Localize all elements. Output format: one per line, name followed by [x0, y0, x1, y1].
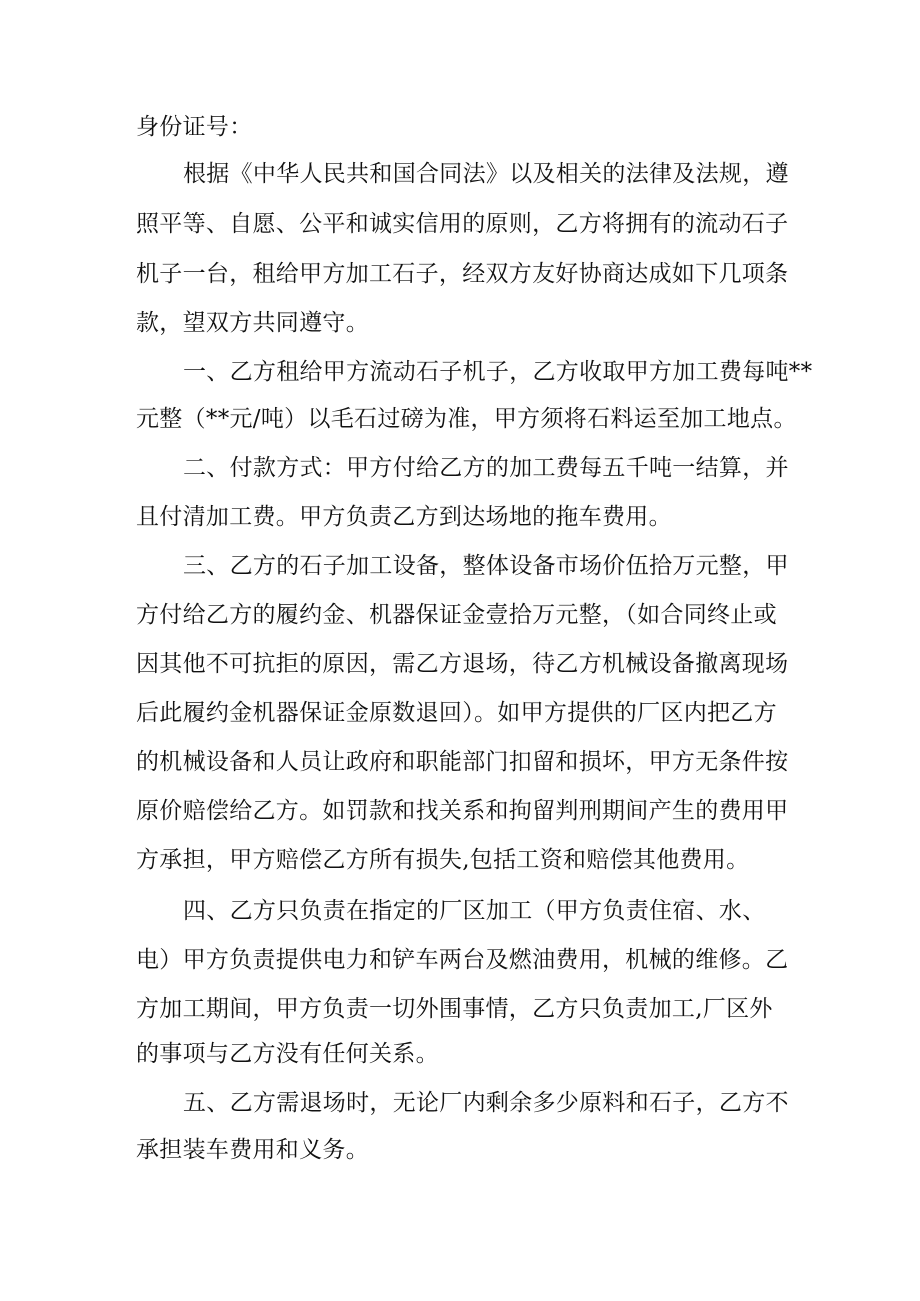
clause-4-line: 方加工期间，甲方负责一切外围事情，乙方只负责加工,厂区外: [136, 996, 773, 1022]
clause-3-line: 后此履约金机器保证金原数退回）。如甲方提供的厂区内把乙方: [136, 700, 777, 726]
clause-3-line: 因其他不可抗拒的原因，需乙方退场，待乙方机械设备撤离现场: [136, 651, 789, 677]
paragraph-line: 根据《中华人民共和国合同法》以及相关的法律及法规，遵: [183, 161, 789, 187]
id-number-label: 身份证号：: [136, 114, 253, 140]
clause-4-line: 的事项与乙方没有任何关系。: [136, 1041, 439, 1067]
clause-3-line: 方承担，甲方赔偿乙方所有损失,包括工资和赔偿其他费用。: [136, 847, 750, 873]
clause-2-line: 二、付款方式：甲方付给乙方的加工费每五千吨一结算，并: [183, 455, 789, 481]
clause-4-line: 四、乙方只负责在指定的厂区加工（甲方负责住宿、水、: [183, 898, 766, 924]
clause-5-line: 承担装车费用和义务。: [136, 1137, 369, 1163]
clause-2-line: 且付清加工费。甲方负责乙方到达场地的拖车费用。: [136, 504, 672, 530]
clause-3-line: 三、乙方的石子加工设备，整体设备市场价伍拾万元整，甲: [183, 553, 789, 579]
clause-3-line: 方付给乙方的履约金、机器保证金壹拾万元整，（如合同终止或: [136, 602, 777, 628]
clause-3-line: 原价赔偿给乙方。如罚款和找关系和拘留判刑期间产生的费用甲: [136, 798, 789, 824]
clause-5-line: 五、乙方需退场时，无论厂内剩余多少原料和石子，乙方不: [183, 1090, 789, 1116]
paragraph-line: 款，望双方共同遵守。: [136, 310, 369, 336]
clause-1-line: 元整（**元/吨）以毛石过磅为准，甲方须将石料运至加工地点。: [136, 406, 797, 432]
paragraph-line: 照平等、自愿、公平和诚实信用的原则，乙方将拥有的流动石子: [136, 211, 789, 237]
paragraph-line: 机子一台，租给甲方加工石子，经双方友好协商达成如下几项条: [136, 261, 789, 287]
clause-1-line: 一、乙方租给甲方流动石子机子，乙方收取甲方加工费每吨**: [183, 359, 813, 385]
clause-4-line: 电）甲方负责提供电力和铲车两台及燃油费用，机械的维修。乙: [136, 947, 789, 973]
clause-3-line: 的机械设备和人员让政府和职能部门扣留和损坏，甲方无条件按: [136, 749, 789, 775]
